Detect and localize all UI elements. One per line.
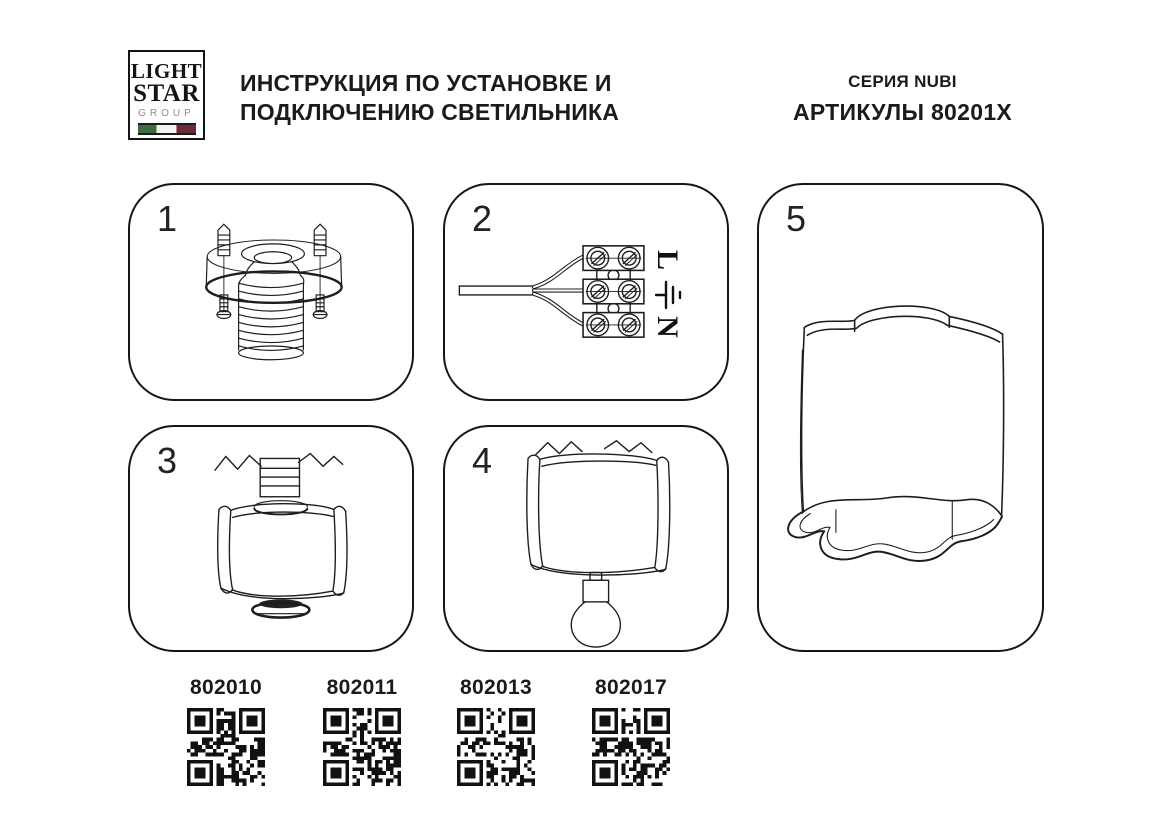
lightstar-logo <box>128 50 205 140</box>
insert-bulb-diagram <box>445 427 727 650</box>
step-panel-5 <box>757 183 1044 652</box>
qr-code-802011 <box>323 708 401 786</box>
qr-code-802013 <box>457 708 535 786</box>
series-name: СЕРИЯ NUBI <box>848 72 957 91</box>
assembled-lamp-diagram <box>759 185 1042 650</box>
logo-word-group: GROUP <box>138 108 195 119</box>
line-terminal-label: L <box>651 249 684 270</box>
article-802010 <box>178 676 274 786</box>
qr-code-802010 <box>187 708 265 786</box>
article-code: 802011 <box>326 676 398 699</box>
title-line-1: ИНСТРУКЦИЯ ПО УСТАНОВКЕ И <box>240 70 612 96</box>
page-title <box>240 69 619 127</box>
step-panel-3 <box>128 425 414 652</box>
step-panel-4 <box>443 425 729 652</box>
step-number-2: 2 <box>472 198 493 239</box>
article-802011 <box>314 676 410 786</box>
step-panel-2 <box>443 183 729 401</box>
attach-shade-diagram <box>130 427 412 650</box>
qr-code-802017 <box>592 708 670 786</box>
article-802017 <box>583 676 679 786</box>
neutral-terminal-label: N <box>651 316 684 338</box>
logo-word-light: LIGHT <box>130 59 203 83</box>
articles-label: АРТИКУЛЫ 80201X <box>792 99 1013 125</box>
article-code: 802017 <box>595 676 667 699</box>
step-number-1: 1 <box>157 198 178 239</box>
step-number-5: 5 <box>786 198 807 239</box>
mounting-base-diagram <box>130 185 412 399</box>
article-code: 802013 <box>460 676 532 699</box>
article-802013 <box>448 676 544 786</box>
logo-word-star: STAR <box>133 80 200 107</box>
step-panel-1 <box>128 183 414 401</box>
article-code: 802010 <box>190 676 262 699</box>
italian-flag-stripe <box>138 123 196 135</box>
title-line-2: ПОДКЛЮЧЕНИЮ СВЕТИЛЬНИКА <box>240 99 620 125</box>
step-number-4: 4 <box>472 440 493 481</box>
step-number-3: 3 <box>157 440 178 481</box>
series-block <box>780 72 1025 126</box>
